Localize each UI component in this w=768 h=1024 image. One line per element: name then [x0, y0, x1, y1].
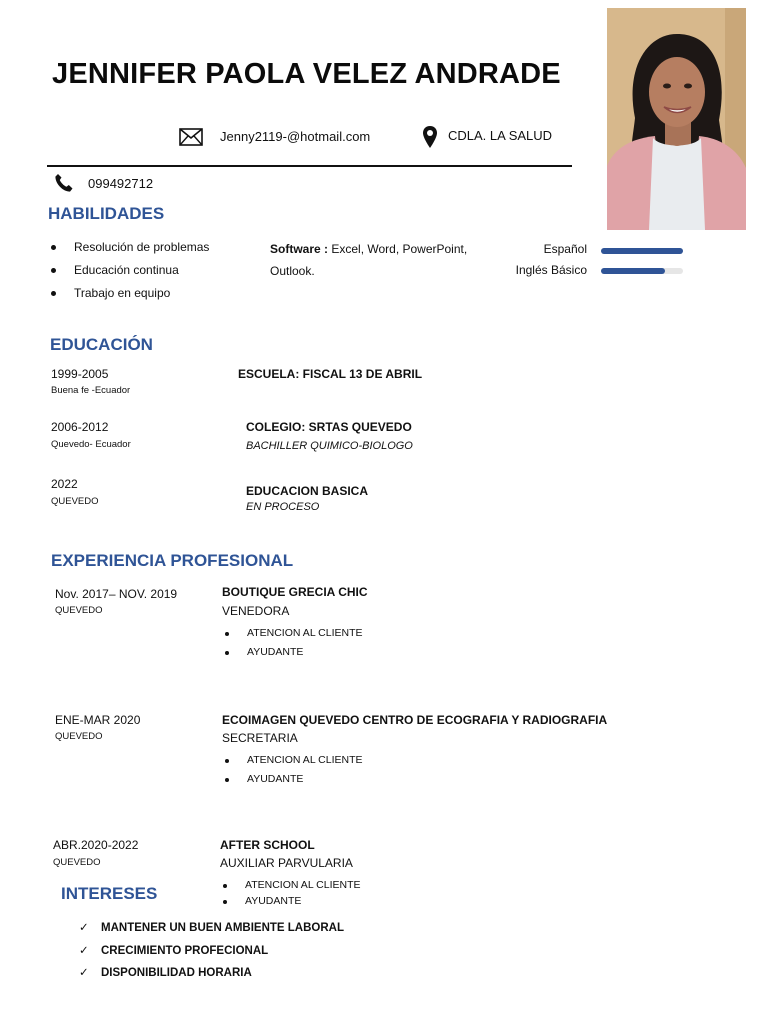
software-value-continued: Outlook. [270, 264, 315, 278]
software-skills [270, 242, 467, 256]
experience-title: EXPERIENCIA PROFESIONAL [51, 551, 294, 570]
education-place: QUEVEDO [51, 496, 99, 507]
experience-city: QUEVEDO [55, 731, 103, 742]
address-text: CDLA. LA SALUD [448, 128, 553, 143]
education-detail: EN PROCESO [246, 501, 320, 513]
experience-role: AUXILIAR PARVULARIA [220, 856, 353, 870]
experience-company: BOUTIQUE GRECIA CHIC [222, 585, 368, 599]
list-item: Trabajo en equipo [50, 286, 209, 309]
education-school: COLEGIO: SRTAS QUEVEDO [246, 420, 412, 434]
language-name: Español [543, 242, 587, 256]
education-place: Buena fe -Ecuador [51, 385, 131, 396]
phone-text: 099492712 [88, 176, 154, 191]
language-level-bar [601, 268, 683, 274]
software-label: Software : [270, 242, 329, 256]
list-item [79, 943, 344, 966]
list-item: AYUDANTE [222, 646, 363, 665]
education-years: 1999-2005 [51, 367, 109, 381]
experience-role: VENEDORA [222, 604, 290, 618]
interest-label: CRECIMIENTO PROFECIONAL [101, 944, 269, 957]
interests-title: INTERESES [61, 884, 158, 903]
education-years: 2006-2012 [51, 420, 109, 434]
education-school: EDUCACION BASICA [246, 484, 369, 498]
education-title: EDUCACIÓN [50, 335, 153, 354]
skills-list [50, 240, 209, 309]
experience-dates: ENE-MAR 2020 [55, 713, 141, 727]
phone-icon [54, 173, 74, 198]
experience-dates: Nov. 2017– NOV. 2019 [55, 587, 178, 601]
education-place: Quevedo- Ecuador [51, 439, 131, 450]
experience-tasks [222, 627, 363, 664]
experience-role: SECRETARIA [222, 731, 298, 745]
interest-label: MANTENER UN BUEN AMBIENTE LABORAL [101, 922, 344, 934]
education-detail: BACHILLER QUIMICO-BIOLOGO [246, 440, 413, 452]
list-item: AYUDANTE [222, 773, 363, 792]
experience-city: QUEVEDO [55, 605, 103, 616]
language-level-bar [601, 248, 683, 254]
experience-company: ECOIMAGEN QUEVEDO CENTRO DE ECOGRAFIA Y RADIOGRAFIA [222, 713, 608, 727]
candidate-name: JENNIFER PAOLA VELEZ ANDRADE [52, 58, 561, 90]
list-item: ATENCION AL CLIENTE [220, 879, 361, 895]
education-school: ESCUELA: FISCAL 13 DE ABRIL [238, 367, 423, 381]
checkmark-icon: ✓ [79, 944, 89, 957]
language-level-fill [601, 248, 683, 254]
language-name: Inglés Básico [515, 263, 587, 277]
experience-city: QUEVEDO [53, 857, 101, 868]
experience-tasks [222, 754, 363, 791]
interest-label: DISPONIBILIDAD HORARIA [101, 967, 252, 979]
header-divider [47, 165, 572, 167]
experience-tasks [220, 879, 361, 911]
experience-dates: ABR.2020-2022 [53, 838, 139, 852]
envelope-icon [179, 128, 203, 151]
software-value: Excel, Word, PowerPoint, [328, 242, 468, 256]
education-years: 2022 [51, 477, 78, 491]
list-item: AYUDANTE [220, 895, 361, 911]
language-row [440, 242, 587, 258]
list-item: Resolución de problemas [50, 240, 209, 263]
checkmark-icon: ✓ [79, 922, 89, 934]
list-item: Educación continua [50, 263, 209, 286]
list-item: ATENCION AL CLIENTE [222, 627, 363, 646]
language-level-fill [601, 268, 665, 274]
location-pin-icon [422, 125, 438, 154]
list-item [79, 965, 344, 988]
profile-photo [607, 8, 746, 230]
checkmark-icon: ✓ [79, 967, 89, 979]
list-item: ATENCION AL CLIENTE [222, 754, 363, 773]
skills-title: HABILIDADES [48, 204, 165, 223]
interests-list [79, 920, 344, 988]
list-item [79, 920, 344, 943]
email-text: Jenny2119-@hotmail.com [220, 129, 371, 144]
language-row [440, 263, 587, 279]
experience-company: AFTER SCHOOL [220, 838, 315, 852]
